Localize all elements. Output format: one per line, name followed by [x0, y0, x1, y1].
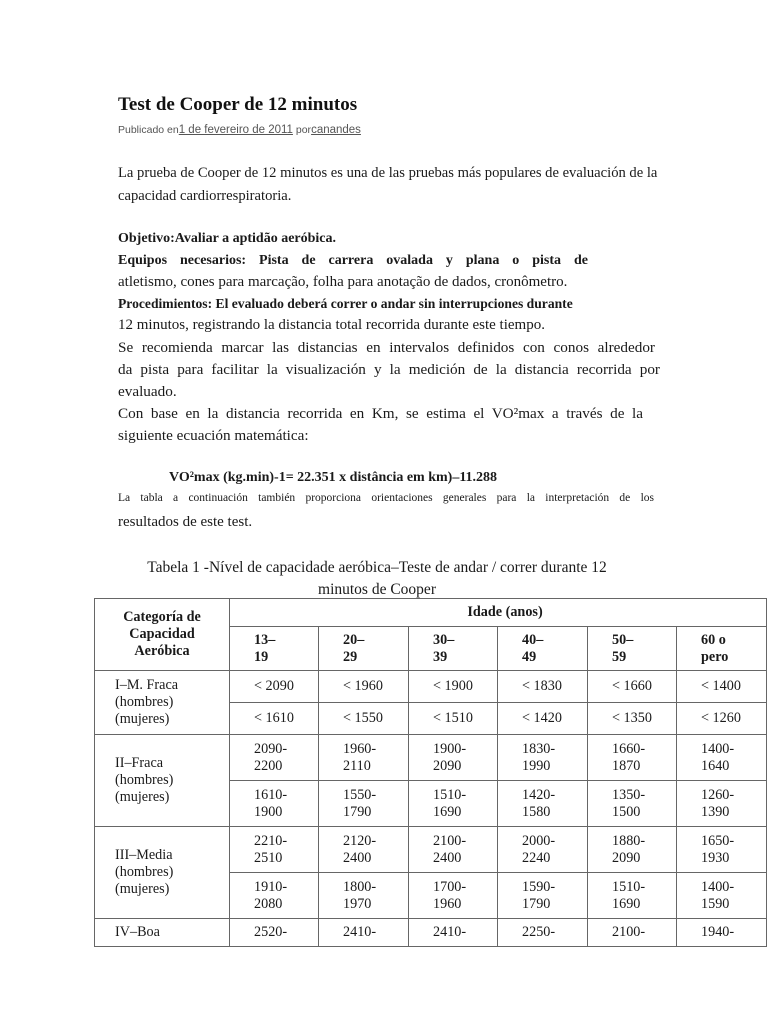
women-value-cell [498, 703, 588, 735]
women-value-cell [319, 703, 409, 735]
men-value-cell [498, 827, 588, 873]
cell-line: 1970 [343, 895, 372, 912]
cell-line: pero [701, 648, 729, 665]
men-value-cell [319, 735, 409, 781]
recomienda-line-2: da pista para facilitar la visualización y la medición de la distancia recorrida por [118, 361, 660, 378]
men-value-cell [409, 671, 498, 703]
table-caption-line-2: minutos de Cooper [318, 581, 436, 598]
cell-line: < 1350 [612, 710, 652, 726]
age-group-header [677, 627, 767, 671]
cell-line: 1590- [522, 878, 556, 895]
women-value-cell [588, 873, 677, 919]
women-value-cell [498, 873, 588, 919]
cell-line: 1550- [343, 786, 377, 803]
cell-line: 1930 [701, 849, 730, 866]
cell-line: < 1400 [701, 678, 741, 694]
equipos-line-1: Equipos necesarios: Pista de carrera ovalada y plana o pista de [118, 253, 588, 268]
article-title: Test de Cooper de 12 minutos [118, 94, 358, 115]
cell-line: 1420- [522, 786, 556, 803]
cell-line: 1590 [701, 895, 730, 912]
women-value-cell [677, 873, 767, 919]
cell-line: 1260- [701, 786, 735, 803]
cell-line: 1700- [433, 878, 467, 895]
age-group-header [319, 627, 409, 671]
vo2max-formula: VO²max (kg.min)-1= 22.351 x distância em km)–11.288 [169, 470, 498, 485]
cell-line: (mujeres) [115, 881, 170, 897]
men-value-cell [498, 671, 588, 703]
men-value-cell [498, 735, 588, 781]
men-value-cell [319, 671, 409, 703]
cell-line: < 2090 [254, 678, 294, 694]
cell-line: 2090 [612, 849, 641, 866]
women-value-cell [677, 703, 767, 735]
men-value-cell [677, 671, 767, 703]
women-value-cell [588, 703, 677, 735]
post-date-link[interactable]: 1 de fevereiro de 2011 [178, 124, 293, 136]
men-value-cell [677, 735, 767, 781]
cell-line: 2090- [254, 740, 288, 757]
cell-line: 1660- [612, 740, 646, 757]
table-row [95, 735, 767, 781]
equipos-line-2: atletismo, cones para marcação, folha para anotação de dados, cronômetro. [118, 274, 568, 290]
cell-line: 49 [522, 648, 537, 665]
byline-por: por [295, 124, 312, 136]
cell-line: III–Media [115, 847, 173, 863]
men-value-cell [409, 735, 498, 781]
table-caption-line-1: Tabela 1 -Nível de capacidade aeróbica–Teste de andar / correr durante 12 [147, 559, 607, 576]
tabla-note-line-2: resultados de este test. [118, 514, 253, 530]
cell-line: 1960- [343, 740, 377, 757]
post-byline [118, 124, 361, 136]
cell-line: Aeróbica [134, 643, 190, 659]
cell-line: 1960 [433, 895, 462, 912]
cell-line: 59 [612, 648, 627, 665]
category-header [95, 599, 230, 671]
cell-line: 1880- [612, 832, 646, 849]
men-value-cell [230, 735, 319, 781]
women-value-cell [409, 781, 498, 827]
cell-line: < 1510 [433, 710, 473, 726]
cell-line: 2410- [433, 924, 467, 940]
cell-line: Capacidad [129, 626, 195, 642]
cell-line: (hombres) [115, 772, 174, 788]
women-value-cell [677, 781, 767, 827]
age-group-header [498, 627, 588, 671]
age-group-header [230, 627, 319, 671]
cell-line: < 1610 [254, 710, 294, 726]
cell-line: 40– [522, 631, 544, 648]
cell-line: 50– [612, 631, 634, 648]
age-header: Idade (anos) [230, 599, 767, 627]
cell-line: 1350- [612, 786, 646, 803]
women-value-cell [230, 873, 319, 919]
procedimientos-line-1: Procedimientos: El evaluado deberá correr o andar sin interrupciones durante [118, 296, 573, 311]
cell-line: 1790 [522, 895, 551, 912]
men-value-cell [498, 919, 588, 947]
cell-line: < 1960 [343, 678, 383, 694]
recomienda-line-1: Se recomienda marcar las distancias en intervalos definidos con conos alrededor [118, 339, 655, 356]
men-value-cell [677, 827, 767, 873]
cell-line: (hombres) [115, 694, 174, 710]
base-line-1: Con base en la distancia recorrida en Km, se estima el VO²max a través de la [118, 405, 643, 422]
cell-line: 1610- [254, 786, 288, 803]
cell-line: (hombres) [115, 864, 174, 880]
cell-line: 1400- [701, 740, 735, 757]
men-value-cell [409, 827, 498, 873]
cell-line: 1790 [343, 803, 372, 820]
men-value-cell [230, 827, 319, 873]
cell-line: 1390 [701, 803, 730, 820]
base-line-2: siguiente ecuación matemática: [118, 427, 309, 444]
cell-line: Categoría de [123, 609, 201, 625]
men-value-cell [588, 671, 677, 703]
cell-line: 1900 [254, 803, 283, 820]
cell-line: 2000- [522, 832, 556, 849]
cell-line: 13– [254, 631, 276, 648]
women-value-cell [409, 873, 498, 919]
cell-line: 2520- [254, 924, 288, 940]
table-row [95, 827, 767, 873]
women-value-cell [319, 873, 409, 919]
cell-line: 2100- [612, 924, 646, 940]
men-value-cell [588, 735, 677, 781]
category-label [95, 919, 230, 947]
tabla-note-line-1: La tabla a continuación también proporciona orientaciones generales para la interpretación de los [118, 492, 654, 504]
men-value-cell [677, 919, 767, 947]
women-value-cell [230, 703, 319, 735]
cell-line: 1640 [701, 757, 730, 774]
cell-line: 1830- [522, 740, 556, 757]
cell-line: 1510- [612, 878, 646, 895]
cell-line: 1910- [254, 878, 288, 895]
cell-line: 2080 [254, 895, 283, 912]
table-row [95, 671, 767, 703]
category-label [95, 827, 230, 919]
cell-line: 2210- [254, 832, 288, 849]
women-value-cell [588, 781, 677, 827]
cell-line: 2090 [433, 757, 462, 774]
cell-line: 1690 [433, 803, 462, 820]
cell-line: 1940- [701, 924, 735, 940]
category-label [95, 735, 230, 827]
cell-line: 1500 [612, 803, 641, 820]
cell-line: IV–Boa [115, 924, 160, 940]
women-value-cell [319, 781, 409, 827]
category-label [95, 671, 230, 735]
age-group-header [409, 627, 498, 671]
cell-line: I–M. Fraca [115, 677, 179, 693]
procedimientos-line-2: 12 minutos, registrando la distancia total recorrida durante este tiempo. [118, 317, 545, 333]
cell-line: 1870 [612, 757, 641, 774]
cell-line: 1800- [343, 878, 377, 895]
women-value-cell [409, 703, 498, 735]
cell-line: (mujeres) [115, 711, 170, 727]
cell-line: < 1420 [522, 710, 562, 726]
cell-line: < 1260 [701, 710, 741, 726]
women-value-cell [498, 781, 588, 827]
table-row [95, 919, 767, 947]
men-value-cell [230, 671, 319, 703]
header-row [95, 599, 767, 627]
cell-line: 29 [343, 648, 358, 665]
men-value-cell [319, 827, 409, 873]
cell-line: II–Fraca [115, 755, 164, 771]
cell-line: 2240 [522, 849, 551, 866]
cell-line: < 1830 [522, 678, 562, 694]
objetivo-line: Objetivo:Avaliar a aptidão aeróbica. [118, 231, 337, 246]
age-group-header [588, 627, 677, 671]
cell-line: 2250- [522, 924, 556, 940]
cooper-table [94, 598, 767, 947]
cell-line: 2400 [433, 849, 462, 866]
men-value-cell [230, 919, 319, 947]
cell-line: 19 [254, 648, 269, 665]
cell-line: 1400- [701, 878, 735, 895]
cell-line: 1900- [433, 740, 467, 757]
men-value-cell [588, 919, 677, 947]
cell-line: 2100- [433, 832, 467, 849]
cell-line: 1690 [612, 895, 641, 912]
men-value-cell [319, 919, 409, 947]
cell-line: 1650- [701, 832, 735, 849]
cell-line: < 1660 [612, 678, 652, 694]
cell-line: < 1550 [343, 710, 383, 726]
cell-line: 2110 [343, 757, 371, 774]
cell-line: 2400 [343, 849, 372, 866]
men-value-cell [588, 827, 677, 873]
recomienda-line-3: evaluado. [118, 383, 177, 400]
cell-line: 30– [433, 631, 455, 648]
cell-line: 1990 [522, 757, 551, 774]
men-value-cell [409, 919, 498, 947]
cell-line: 2410- [343, 924, 377, 940]
cell-line: 2120- [343, 832, 377, 849]
women-value-cell [230, 781, 319, 827]
cell-line: (mujeres) [115, 789, 170, 805]
cell-line: 39 [433, 648, 448, 665]
byline-prefix: Publicado en [118, 124, 179, 136]
cell-line: 2510 [254, 849, 283, 866]
cell-line: 60 o [701, 631, 726, 648]
cell-line: 1580 [522, 803, 551, 820]
cell-line: 2200 [254, 757, 283, 774]
author-link[interactable]: canandes [311, 124, 361, 136]
intro-paragraph: La prueba de Cooper de 12 minutos es una de las pruebas más populares de evaluación de la capacidad cardiorrespiratoria. [118, 165, 658, 204]
cell-line: 20– [343, 631, 365, 648]
cell-line: 1510- [433, 786, 467, 803]
cell-line: < 1900 [433, 678, 473, 694]
